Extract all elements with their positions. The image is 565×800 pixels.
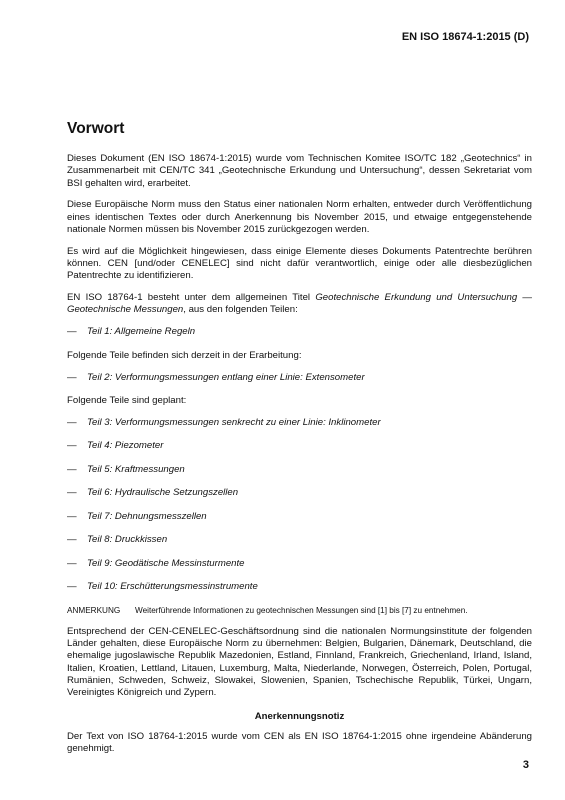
dash-bullet: — [67, 440, 77, 452]
paragraph-series-title [67, 292, 532, 317]
part-title: Teil 9: Geodätische Messinsturmente [87, 557, 245, 569]
dash-bullet: — [67, 557, 77, 569]
part-title: Teil 4: Piezometer [87, 440, 164, 452]
page-content [67, 120, 532, 765]
paragraph-planned: Folgende Teile sind geplant: [67, 395, 187, 407]
list-item [67, 581, 532, 593]
list-item [67, 487, 532, 499]
part-title: Teil 8: Druckkissen [87, 534, 168, 546]
part-title: Teil 10: Erschütterungsmessinstrumente [87, 581, 258, 593]
part-title: Teil 5: Kraftmessungen [87, 463, 185, 475]
list-item [67, 326, 532, 338]
dash-bullet: — [67, 371, 77, 383]
part-title: Teil 7: Dehnungsmesszellen [87, 510, 207, 522]
list-item [67, 372, 532, 384]
list-item [67, 534, 532, 546]
dash-bullet: — [67, 463, 77, 475]
note-label: ANMERKUNG [67, 605, 121, 615]
series-intro-end: , aus den folgenden Teilen: [183, 304, 298, 316]
list-item [67, 464, 532, 476]
paragraph-in-preparation: Folgende Teile befinden sich derzeit in der Erarbeitung: [67, 349, 302, 361]
dash-bullet: — [67, 534, 77, 546]
dash-bullet: — [67, 510, 77, 522]
paragraph-countries: Entsprechend der CEN-CENELEC-Geschäftsordnung sind die nationalen Normungsinstitute der folgenden Länder gehalten, diese Europäische Norm zu übernehmen: Belgien, Bulgarien, Dänemark, Deutschland, die ehemalige jugoslawische Republik Mazedonien, Estland, Finnland, Frankreich, Griechenland, Irland, Island, Italien, Kroatien, Lettland, Litauen, Luxemburg, Malta, Niederlande, Norwegen, Österreich, Polen, Portugal, Rumänien, Schweden, Schweiz, Slowakei, Slowenien, Spanien, Tschechische Republik, Türkei, Ungarn, Vereinigtes Königreich und Zypern. [67, 625, 532, 699]
dash-bullet: — [67, 581, 77, 593]
dash-bullet: — [67, 416, 77, 428]
series-general-title: Geotechnische Erkundung und Untersuchung — Geotechnische Messungen [67, 292, 533, 316]
part-title: Teil 1: Allgemeine Regeln [87, 326, 196, 338]
paragraph-endorsement: Der Text von ISO 18764-1:2015 wurde vom CEN als EN ISO 18764-1:2015 ohne irgendeine Abänderung genehmigt. [67, 730, 532, 754]
page-title: Vorwort [67, 120, 125, 137]
part-title: Teil 6: Hydraulische Setzungszellen [87, 487, 239, 499]
part-title: Teil 2: Verformungsmessungen entlang einer Linie: Extensometer [87, 371, 365, 383]
series-intro: EN ISO 18764-1 besteht unter dem allgemeinen Titel [67, 292, 316, 304]
list-item [67, 440, 532, 452]
document-id-header: EN ISO 18674-1:2015 (D) [401, 31, 529, 43]
paragraph-patents: Es wird auf die Möglichkeit hingewiesen, dass einige Elemente dieses Dokuments Patentrechte berühren können. CEN [und/oder CENELEC] sind nicht dafür verantwortlich, einige oder alle diesbezüglichen Patentrechte zu identifizieren. [67, 245, 532, 282]
page-number: 3 [522, 759, 529, 771]
note [67, 605, 532, 616]
dash-bullet: — [67, 326, 77, 338]
paragraph-origin: Dieses Dokument (EN ISO 18674-1:2015) wurde vom Technischen Komitee ISO/TC 182 „Geotechnics“ in Zusammenarbeit mit CEN/TC 341 „Geotechnische Erkundung und Untersuchung“, dessen Sekretariat vom BSI gehalten wird, erarbeitet. [67, 153, 532, 189]
endorsement-heading: Anerkennungsnotiz [254, 710, 345, 722]
part-title: Teil 3: Verformungsmessungen senkrecht zu einer Linie: Inklinometer [87, 416, 381, 428]
note-text: Weiterführende Informationen zu geotechnischen Messungen sind [1] bis [7] zu entnehmen. [135, 605, 468, 615]
list-item [67, 558, 532, 570]
existing-parts-list [67, 326, 532, 338]
list-item [67, 511, 532, 523]
in-preparation-parts-list [67, 372, 532, 384]
planned-parts-list [67, 417, 532, 594]
dash-bullet: — [67, 487, 77, 499]
list-item [67, 417, 532, 429]
paragraph-status: Diese Europäische Norm muss den Status einer nationalen Norm erhalten, entweder durch Veröffentlichung eines identischen Textes oder durch Anerkennung bis November 2015, und etwaige entgegenstehende nationale Normen müssen bis November 2015 zurückgezogen werden. [67, 199, 532, 235]
